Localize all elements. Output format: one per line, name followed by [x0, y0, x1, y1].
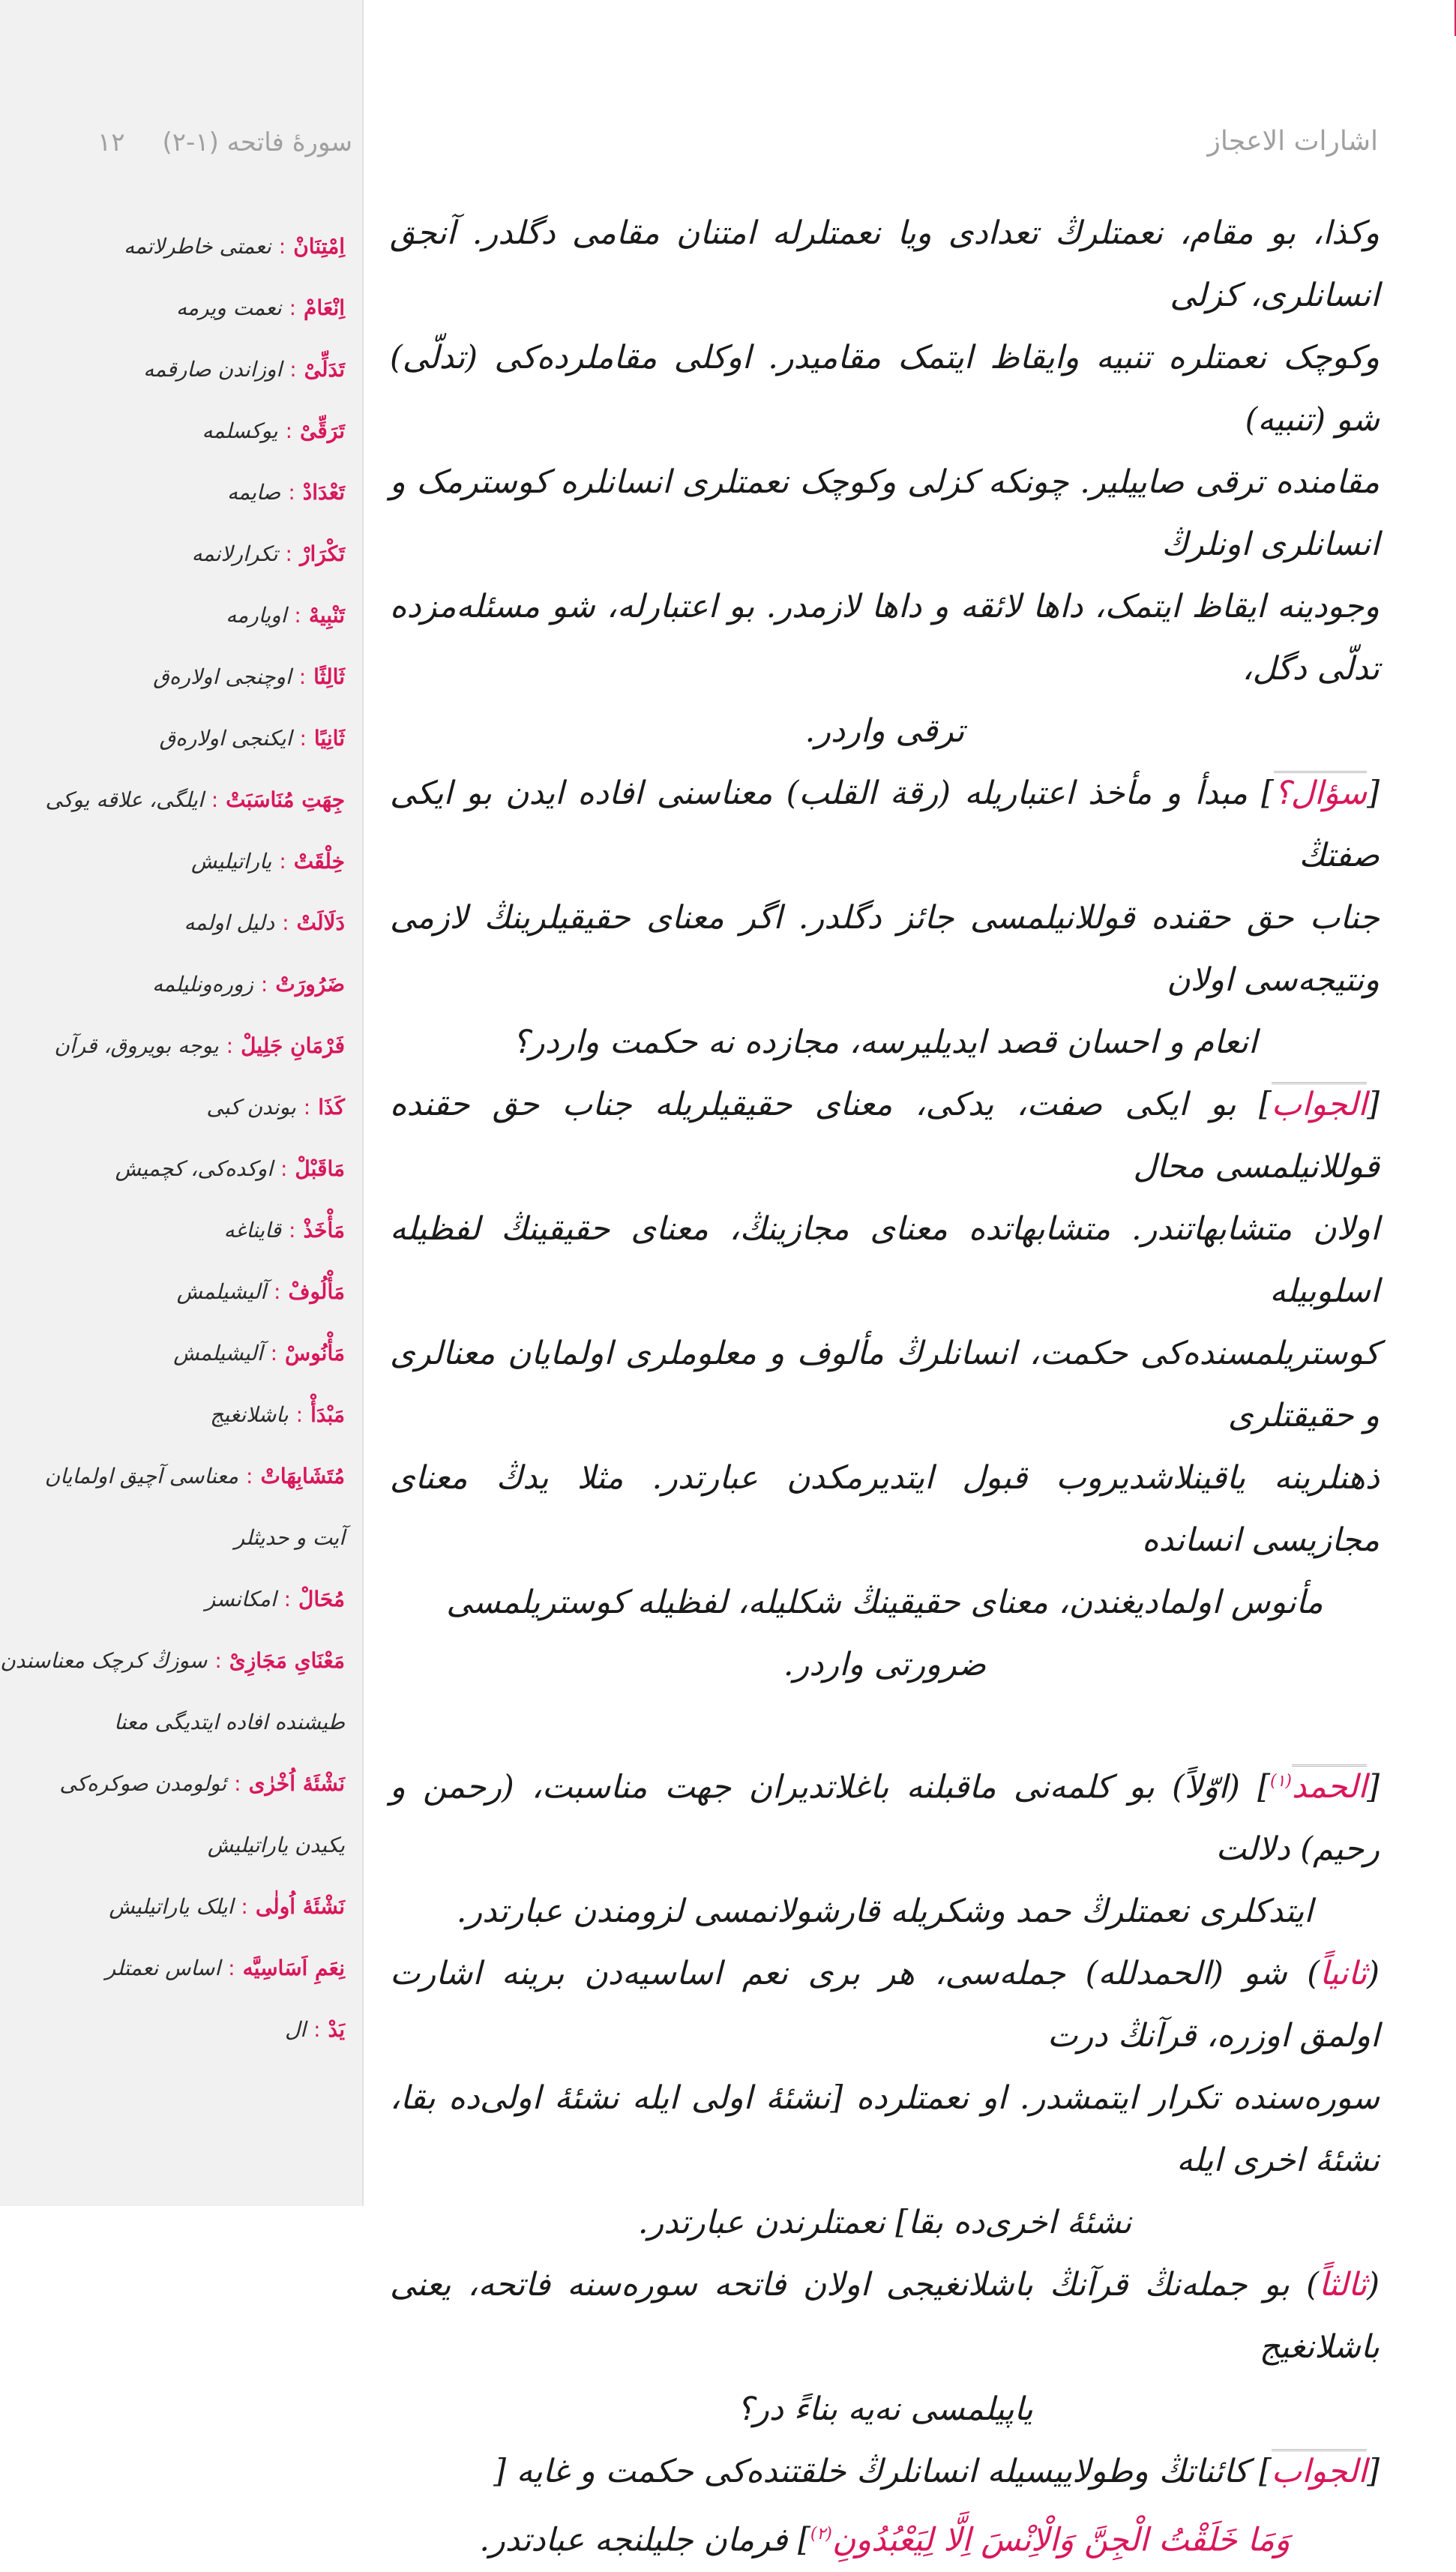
paragraph-thirdly	[390, 2254, 1380, 2441]
hamd-label: الحمد	[1292, 1764, 1367, 1806]
question-label: سؤال؟	[1274, 771, 1367, 812]
glossary-definition: تکرارلانمه	[191, 541, 278, 566]
glossary-definition: بوندن کبی	[206, 1095, 296, 1120]
glossary-term: تَعْدَادْ	[302, 480, 345, 505]
glossary-definition: آلیشیلمش	[176, 1279, 266, 1304]
paragraph-answer	[390, 1074, 1380, 1696]
text-line: [سؤال؟] مبدأ و مأخذ اعتباریله (رقة القلب) معناسنی افاده ایدن بو ایکی صفتڭ	[390, 763, 1380, 887]
glossary-term: مُتَشَابِهَاتْ	[260, 1464, 345, 1488]
glossary-entry	[30, 1525, 345, 1587]
glossary-entry	[30, 972, 345, 1033]
glossary-entry	[30, 1279, 345, 1341]
glossary-entry	[0, 1648, 345, 1710]
glossary-term: دَلَالَتْ	[296, 910, 345, 935]
glossary-term: مَبْدَأْ	[310, 1402, 345, 1427]
glossary-entry	[30, 1587, 345, 1648]
glossary-definition: ایکنجی اولاره‌ق	[159, 726, 292, 751]
glossary-entry	[30, 1894, 345, 1956]
glossary-definition: اوکده‌کی، کچمیش	[115, 1156, 273, 1181]
glossary-entry	[30, 664, 345, 726]
glossary-entry	[30, 849, 345, 910]
thirdly-label: ثالثاً	[1318, 2266, 1368, 2304]
glossary-term: نِعَمِ اَسَاسِیَّه	[242, 1956, 345, 1980]
glossary-definition: یکیدن یاراتیلیش	[207, 1833, 345, 1857]
text-line: یاپیلمسی نه‌یه بناءً در؟	[736, 2391, 1033, 2429]
glossary-term: نَشْئَهٔ اُولٰی	[255, 1894, 345, 1919]
glossary-term: ضَرُورَتْ	[275, 972, 345, 997]
glossary-definition: نعمت ویرمه	[175, 295, 282, 320]
glossary-colon: :	[299, 726, 307, 751]
glossary-colon: :	[313, 2017, 321, 2042]
glossary-colon: :	[303, 1095, 311, 1120]
text-line: نشئهٔ اخری‌ده بقا] نعمتلرندن عبارتدر.	[637, 2204, 1132, 2242]
glossary-colon: :	[241, 1894, 248, 1919]
glossary-entry	[30, 1710, 345, 1771]
glossary-colon: :	[270, 1341, 278, 1365]
glossary-colon: :	[228, 1956, 235, 1980]
text-line: وکوچک نعمتلره تنبیه وایقاظ ایتمک مقامیدر. اوکلی مقاملرده‌کی (تدلّی) شو (تنبیه)	[390, 339, 1380, 439]
glossary-definition: آلیشیلمش	[173, 1341, 263, 1365]
glossary-definition: باشلانغیج	[210, 1402, 289, 1427]
secondly-label: ثانیاً	[1320, 1955, 1368, 1993]
glossary-term: مَأْلُوفْ	[288, 1279, 345, 1304]
glossary-entry	[30, 1095, 345, 1156]
glossary-colon: :	[226, 1033, 234, 1058]
footnote-marker[interactable]: (١)	[1269, 1772, 1292, 1791]
glossary-colon: :	[280, 1156, 288, 1181]
glossary-term: تَکْرَارْ	[299, 541, 345, 566]
glossary-colon: :	[295, 1402, 304, 1427]
glossary-term: تَرَقِّیْ	[300, 418, 345, 443]
glossary-definition: آیت و حدیثلر	[234, 1525, 345, 1550]
answer-label-2: الجواب	[1272, 2449, 1367, 2490]
paragraph-hamd	[390, 1750, 1380, 1943]
paragraph-secondly	[390, 1943, 1380, 2254]
section-gap	[390, 1696, 1380, 1750]
text-line: مأنوس اولمادیغندن، معنای حقیقینڭ شکلیله، لفظیله کوستریلمسی ضرورتی واردر.	[446, 1584, 1323, 1683]
glossary-entry	[30, 295, 345, 357]
glossary-colon: :	[289, 295, 297, 320]
glossary-term: مَأْخَذْ	[303, 1218, 345, 1243]
glossary-term: تَدَلِّیْ	[304, 357, 345, 382]
glossary-term: ثَالِثًا	[313, 664, 345, 689]
glossary-definition: زوره‌ونلیلمه	[152, 972, 253, 997]
glossary-colon: :	[289, 357, 297, 382]
glossary-entry	[30, 603, 345, 664]
glossary-term: مَأْنُوسْ	[285, 1341, 345, 1365]
paragraph-answer-2	[390, 2441, 1380, 2571]
text-line: ترقی واردر.	[804, 712, 965, 750]
glossary-entry	[30, 1833, 345, 1894]
glossary-entry	[30, 1771, 345, 1833]
main-text	[390, 202, 1380, 2572]
glossary-colon: :	[246, 1464, 253, 1488]
text-line: ذهنلرینه یاقینلاشدیروب قبول ایتدیرمکدن عبارتدر. مثلا یدڭ معنای مجازیسی انسانده	[390, 1459, 1380, 1559]
glossary-definition: معناسی آچیق اولمایان	[44, 1464, 239, 1488]
glossary-entry	[30, 910, 345, 972]
text-line: [الجواب] بو ایکی صفت، یدکی، معنای حقیقیلریله جناب حق حقنده قوللانیلمسی محال	[390, 1074, 1380, 1198]
glossary-definition: نعمتی خاطرلاتمه	[124, 234, 271, 259]
answer-label: الجواب	[1272, 1082, 1367, 1123]
glossary-colon: :	[298, 664, 307, 689]
glossary-term: نَشْئَهٔ اُخْرٰی	[248, 1771, 345, 1796]
glossary-entry	[30, 1033, 345, 1095]
glossary-definition: قایناغه	[223, 1218, 282, 1243]
glossary-definition: یوکسلمه	[202, 418, 278, 443]
glossary-term: فَرْمَانِ جَلِیلْ	[241, 1033, 345, 1058]
glossary-definition: اوزاندن صارقمه	[143, 357, 283, 382]
text-line: انعام و احسان قصد ایدیلیرسه، مجازده نه حکمت واردر؟	[512, 1024, 1257, 1061]
glossary-definition: ایلک یاراتیلیش	[109, 1894, 234, 1919]
glossary-definition: ایلگی، علاقه یوکی	[45, 787, 204, 812]
glossary-colon: :	[294, 603, 301, 628]
text-line: وجودینه ایقاظ ایتمک، داها لائقه و داها لازمدر. بو اعتبارله، شو مسئله‌مزده تدلّی دگل،	[390, 588, 1380, 688]
glossary-colon: :	[211, 787, 219, 812]
glossary-colon: :	[283, 1587, 292, 1611]
glossary-term: خِلْقَتْ	[293, 849, 345, 874]
glossary-entry	[30, 787, 345, 849]
glossary-entry	[30, 234, 345, 295]
glossary-colon: :	[288, 480, 295, 505]
glossary-entry	[30, 1156, 345, 1218]
text-line: وکذا، بو مقام، نعمتلرڭ تعدادی ویا نعمتلرله امتنان مقامی دگلدر. آنجق انسانلری، کزلی	[390, 214, 1380, 314]
book-title: اشارات الاعجاز	[1207, 126, 1378, 157]
glossary-term: جِهَتِ مُنَاسَبَتْ	[226, 787, 345, 812]
text-line: اولان متشابهاتندر. متشابهاتده معنای مجازینڭ، معنای حقیقینڭ لفظیله اسلوبیله	[390, 1210, 1380, 1310]
text-line: [الحمد$^{(١)}$] (اوّلاً) بو کلمه‌نی ماقبلنه باغلاتدیران جهت مناسبت، (رحمن و رحیم) دلالت	[390, 1750, 1380, 1881]
glossary-colon: :	[234, 1771, 241, 1796]
text-line: جناب حق حقنده قوللانیلمسی جائز دگلدر. اگر معنای حقیقیلرینڭ لازمی ونتیجه‌سی اولان	[390, 899, 1380, 999]
glossary-colon: :	[285, 418, 293, 443]
glossary-colon: :	[279, 849, 286, 874]
text-line: سوره‌سنده تکرار ایتمشدر. او نعمتلرده [نشئهٔ اولی ایله نشئهٔ اولی‌ده بقا، نشئهٔ اخری ایله	[390, 2079, 1380, 2180]
glossary-definition: صایمه	[227, 480, 281, 505]
glossary-entry	[30, 1402, 345, 1464]
glossary-entry	[30, 541, 345, 603]
text-line: (ثانیاً) شو (الحمدلله) جمله‌سی، هر بری نعم اساسیه‌دن برینه اشارت اولمق اوزره، قرآنڭ درت	[390, 1955, 1380, 2055]
glossary-term: کَذَا	[318, 1095, 345, 1120]
glossary-colon: :	[289, 1218, 296, 1243]
glossary-definition: ال	[284, 2017, 307, 2042]
glossary-term: ثَانِیًا	[313, 726, 345, 751]
text-line: وَمَا خَلَقْتُ الْجِنَّ وَالْاِنْسَ اِلَّا لِيَعْبُدُونِ$^{(٢)}$] فرمان جلیلنجه عبادتدر.	[479, 2521, 1290, 2559]
glossary-list	[0, 234, 345, 2079]
glossary-term: تَنْبِیهْ	[308, 603, 345, 628]
glossary-colon: :	[282, 910, 289, 935]
quran-verse: وَمَا خَلَقْتُ الْجِنَّ وَالْاِنْسَ اِلَّا لِيَعْبُدُونِ	[831, 2521, 1290, 2559]
glossary-colon: :	[214, 1648, 222, 1673]
glossary-term: مَعْنَایِ مَجَازِیْ	[229, 1648, 345, 1673]
footnote-marker[interactable]: (٢)	[810, 2525, 832, 2544]
glossary-definition: طیشنده افاده ایتدیگی معنا	[114, 1710, 345, 1734]
glossary-term: اِمْتِنَانْ	[293, 234, 345, 259]
text-line: (ثالثاً) بو جمله‌نڭ قرآنڭ باشلانغیجی اولان فاتحه سوره‌سنه فاتحه، یعنی باشلانغیج	[390, 2266, 1380, 2367]
paragraph-1	[390, 202, 1380, 763]
glossary-entry	[30, 418, 345, 480]
text-line: کوستریلمسنده‌کی حکمت، انسانلرڭ مألوف و معلوملری اولمایان معنالری و حقیقتلری	[390, 1335, 1380, 1434]
surah-title: سورهٔ فاتحه (١-٢)	[162, 127, 352, 157]
glossary-definition: اوچنجی اولاره‌ق	[153, 664, 292, 689]
glossary-entry	[30, 726, 345, 787]
glossary-sidebar	[0, 0, 364, 2206]
glossary-definition: یاراتیلیش	[191, 849, 272, 874]
paragraph-question	[390, 763, 1380, 1074]
glossary-colon: :	[274, 1279, 281, 1304]
glossary-term: اِنْعَامْ	[304, 295, 345, 320]
glossary-definition: اویارمه	[226, 603, 287, 628]
glossary-entry	[30, 480, 345, 541]
glossary-colon: :	[278, 234, 286, 259]
glossary-term: مُحَالْ	[298, 1587, 345, 1611]
glossary-definition: امکانسز	[205, 1587, 277, 1611]
glossary-entry	[30, 1956, 345, 2017]
glossary-entry	[30, 2017, 345, 2079]
glossary-definition: دلیل اولمه	[184, 910, 275, 935]
glossary-definition: ئولومدن صوکره‌کی	[59, 1771, 227, 1796]
glossary-entry	[30, 1341, 345, 1402]
glossary-entry	[30, 1218, 345, 1279]
page-number: ١٢	[97, 127, 125, 157]
glossary-entry	[30, 1464, 345, 1525]
glossary-term: یَدْ	[328, 2017, 345, 2042]
text-line: مقامنده ترقی صاییلیر. چونکه کزلی وکوچک نعمتلری انسانلره کوسترمک و انسانلری اونلرڭ	[390, 463, 1380, 563]
glossary-colon: :	[285, 541, 292, 566]
glossary-colon: :	[260, 972, 268, 997]
glossary-definition: سوزڭ کرچک معناسندن	[0, 1648, 208, 1673]
text-line: [الجواب] کائناتڭ وطولاییسیله انسانلرڭ خلقتنده‌کی حکمت و غایه [	[390, 2441, 1380, 2503]
glossary-entry	[30, 357, 345, 418]
text-line: ایتدکلری نعمتلرڭ حمد وشکریله قارشولانمسی لزومندن عبارتدر.	[456, 1893, 1314, 1931]
glossary-definition: اساس نعمتلر	[105, 1956, 221, 1980]
glossary-definition: یوجه بویروق، قرآن	[54, 1033, 219, 1058]
page-header-left	[97, 127, 352, 157]
glossary-term: مَاقَبْلْ	[295, 1156, 345, 1181]
